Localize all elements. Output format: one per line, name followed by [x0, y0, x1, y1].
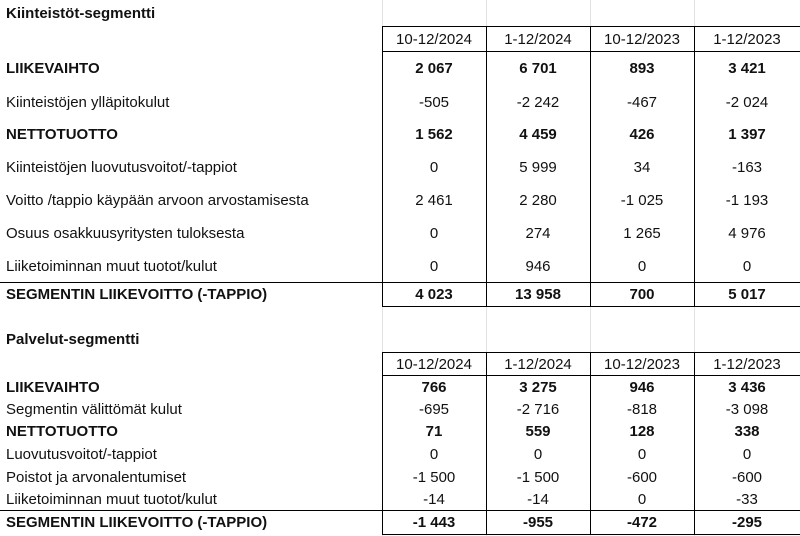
value-cell: -3 098 [694, 399, 800, 421]
value-cell: 559 [486, 421, 590, 443]
header-row [0, 353, 800, 376]
value-cell: -2 716 [486, 399, 590, 421]
value-cell: 3 436 [694, 376, 800, 399]
segment-title: Kiinteistöt-segmentti [6, 5, 156, 22]
table-row [0, 283, 800, 307]
value-cell: -818 [590, 399, 694, 421]
row-label: SEGMENTIN LIIKEVOITTO (-TAPPIO) [0, 283, 382, 307]
value-cell: 0 [382, 251, 486, 283]
column-header: 10-12/2024 [382, 27, 486, 52]
value-cell: 13 958 [486, 283, 590, 307]
value-cell: 2 280 [486, 184, 590, 217]
value-cell: 700 [590, 283, 694, 307]
row-label: Kiinteistöjen luovutusvoitot/-tappiot [6, 158, 237, 176]
column-header: 10-12/2023 [590, 27, 694, 52]
value-cell: 0 [486, 443, 590, 466]
value-cell: 3 275 [486, 376, 590, 399]
column-header: 1-12/2023 [694, 353, 800, 376]
value-cell: 0 [382, 151, 486, 184]
row-label: LIIKEVAIHTO [6, 60, 100, 77]
value-cell: 4 459 [486, 119, 590, 151]
value-cell: 2 067 [382, 52, 486, 86]
value-cell: -472 [590, 511, 694, 535]
value-cell: 34 [590, 151, 694, 184]
segment-table [0, 26, 800, 307]
row-label: Liiketoiminnan muut tuotot/kulut [6, 490, 217, 508]
table-row [0, 119, 800, 151]
value-cell: 2 461 [382, 184, 486, 217]
value-cell: 946 [590, 376, 694, 399]
table-row [0, 466, 800, 489]
table-row [0, 151, 800, 184]
row-label: NETTOTUOTTO [6, 126, 118, 143]
row-label: Voitto /tappio käypään arvoon arvostamisesta [6, 191, 309, 209]
value-cell: 0 [590, 443, 694, 466]
table-row [0, 184, 800, 217]
value-cell: 0 [590, 489, 694, 511]
row-label: Liiketoiminnan muut tuotot/kulut [6, 257, 217, 275]
table-row [0, 511, 800, 535]
row-label: Segmentin välittömät kulut [6, 401, 182, 418]
value-cell: 5 017 [694, 283, 800, 307]
value-cell: 274 [486, 217, 590, 251]
value-cell: -2 242 [486, 86, 590, 119]
value-cell: 5 999 [486, 151, 590, 184]
value-cell: -2 024 [694, 86, 800, 119]
table-row [0, 489, 800, 511]
header-row [0, 27, 800, 52]
table-row [0, 52, 800, 86]
value-cell: -695 [382, 399, 486, 421]
value-cell: 128 [590, 421, 694, 443]
table-row [0, 399, 800, 421]
value-cell: 4 023 [382, 283, 486, 307]
value-cell: 766 [382, 376, 486, 399]
value-cell: -467 [590, 86, 694, 119]
value-cell: -1 443 [382, 511, 486, 535]
row-label: NETTOTUOTTO [6, 423, 118, 440]
value-cell: -14 [382, 489, 486, 511]
header-blank-cell [0, 27, 382, 52]
column-header: 10-12/2023 [590, 353, 694, 376]
header-blank-cell [0, 353, 382, 376]
value-cell: -1 025 [590, 184, 694, 217]
value-cell: 0 [590, 251, 694, 283]
column-header: 1-12/2024 [486, 353, 590, 376]
value-cell: -33 [694, 489, 800, 511]
value-cell: -600 [694, 466, 800, 489]
value-cell: -163 [694, 151, 800, 184]
value-cell: 1 265 [590, 217, 694, 251]
value-cell: -600 [590, 466, 694, 489]
column-header: 1-12/2023 [694, 27, 800, 52]
value-cell: -505 [382, 86, 486, 119]
value-cell: 426 [590, 119, 694, 151]
segment-table [0, 352, 800, 535]
value-cell: 0 [382, 217, 486, 251]
value-cell: 0 [382, 443, 486, 466]
value-cell: -14 [486, 489, 590, 511]
value-cell: 946 [486, 251, 590, 283]
row-label: Luovutusvoitot/-tappiot [6, 445, 157, 463]
table-row [0, 86, 800, 119]
value-cell: 338 [694, 421, 800, 443]
row-label: Poistot ja arvonalentumiset [6, 468, 187, 486]
table-row [0, 217, 800, 251]
value-cell: 71 [382, 421, 486, 443]
value-cell: 4 976 [694, 217, 800, 251]
table-row [0, 376, 800, 399]
table-row [0, 421, 800, 443]
row-label: LIIKEVAIHTO [6, 378, 100, 396]
column-header: 10-12/2024 [382, 353, 486, 376]
value-cell: 1 562 [382, 119, 486, 151]
value-cell: 893 [590, 52, 694, 86]
value-cell: 0 [694, 443, 800, 466]
row-label: Osuus osakkuusyritysten tuloksesta [6, 225, 245, 242]
value-cell: -1 500 [486, 466, 590, 489]
value-cell: 0 [694, 251, 800, 283]
column-header: 1-12/2024 [486, 27, 590, 52]
value-cell: 6 701 [486, 52, 590, 86]
value-cell: -1 193 [694, 184, 800, 217]
value-cell: -295 [694, 511, 800, 535]
value-cell: 3 421 [694, 52, 800, 86]
table-row [0, 251, 800, 283]
value-cell: -955 [486, 511, 590, 535]
segment-title: Palvelut-segmentti [6, 331, 140, 348]
table-row [0, 443, 800, 466]
row-label: SEGMENTIN LIIKEVOITTO (-TAPPIO) [0, 511, 382, 535]
value-cell: -1 500 [382, 466, 486, 489]
row-label: Kiinteistöjen ylläpitokulut [6, 93, 170, 111]
value-cell: 1 397 [694, 119, 800, 151]
